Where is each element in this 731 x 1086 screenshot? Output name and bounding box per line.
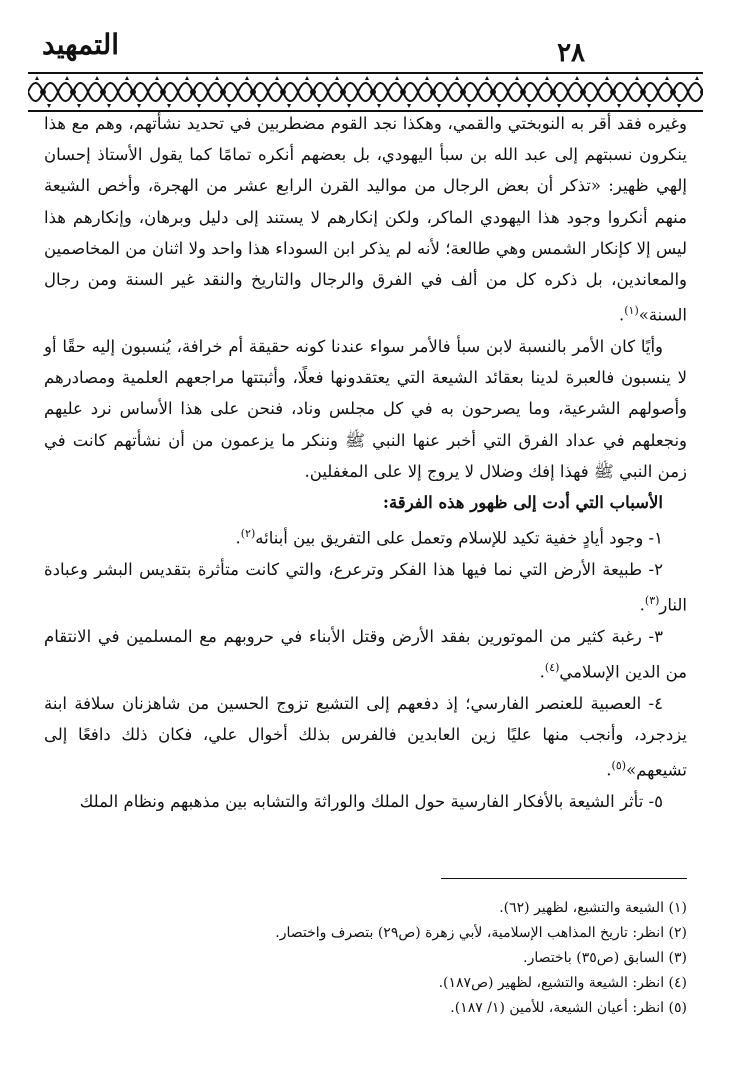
footnote-ref: (٢)	[240, 527, 256, 541]
footnote: (٤) انظر: الشيعة والتشيع، لظهير (ص١٨٧).	[438, 975, 687, 991]
footnote-divider	[441, 878, 687, 879]
text-line: نشأتهم كانت في زمن النبي ﷺ فهذا إفك وضلال لا يروج إلا على المغفلين.	[44, 430, 687, 481]
text-line: وغيره فقد أقر به النوبختي والقمي، وهكذا نجد القوم مضطربين في تحديد نشأتهم، وهم مع	[71, 114, 687, 133]
section-subheading: الأسباب التي أدت إلى ظهور هذه الفرقة:	[382, 492, 663, 512]
footnote-ref: (٣)	[644, 594, 660, 608]
paragraph-1	[44, 108, 687, 331]
page-header	[28, 18, 703, 108]
text-line: نرد عليهم ونجعلهم في عداد الفرق التي أخبر عنها النبي ﷺ وننكر ما يزعمون من أن	[44, 399, 687, 450]
text-line: الشيعة منهم أنكروا وجود هذا اليهودي الماكر، ولكن إنكارهم لا يستند إلى دليل وبرهان،	[44, 176, 687, 227]
footnote-ref: (٥)	[611, 759, 627, 773]
page-number: ٢٨	[557, 38, 585, 68]
list-item: ٤- العصبية للعنصر الفارسي؛ إذ دفعهم إلى التشيع تزوج الحسين من شاهزنان سلافة ابنة يزدجرد، وأنجب منها عليًا زين العابدين فالفرس بذلك أخوال علي، فكان ذلك دافعًا إلى تشيعهم»$^{(٥)}$.	[44, 693, 687, 780]
text-line: وأيًا كان الأمر بالنسبة لابن سبأ فالأمر سواء عندنا كونه حقيقة أم خرافة، يُنسبون إليه	[91, 336, 664, 356]
footnote: (٢) انظر: تاريخ المذاهب الإسلامية، لأبي زهرة (ص٢٩) بتصرف واختصار.	[275, 925, 687, 941]
footnotes	[44, 896, 687, 1021]
text-line: اثنان من المخاصمين والمعاندين، بل ذكره كل من ألف في الفرق والرجال والتاريخ والنقد	[44, 238, 687, 290]
footnote: (٣) السابق (ص٣٥) باختصار.	[523, 950, 687, 966]
list-item: ٥- تأثر الشيعة بالأفكار الفارسية حول الملك والوراثة والتشابه بين مذهبهم ونظام الملك	[79, 791, 663, 811]
text-line: وإنكارهم هذا ليس إلا كإنكار الشمس وهي طالعة؛ لأنه لم يذكر ابن السوداء هذا واحد ولا	[44, 207, 688, 258]
footnote: (٥) انظر: أعيان الشيعة، للأمين (١/ ١٨٧).	[450, 1000, 687, 1016]
sentence-end: .	[618, 305, 625, 325]
footnote: (١) الشيعة والتشيع، لظهير (٦٢).	[499, 900, 687, 916]
text-line: إحسان إلهي ظهير: «تذكر أن بعض الرجال من مواليد القرن الرابع عشر من الهجرة، وأخص	[44, 145, 687, 196]
text-line: هذا ينكرون نسبتهم إلى عبد الله بن سبأ اليهودي، بل بعضهم أنكره تمامًا كما يقول الأستاذ	[44, 114, 687, 165]
footnote-ref: (١)	[624, 304, 639, 318]
text-line: حقًا أو لا ينسبون فالعبرة لدينا بعقائد الشيعة التي يعتقدونها فعلًا، وأثبتتها مراجعهم العلمية	[44, 336, 687, 388]
text-line: ومصادرهم وأصولهم الشرعية، وما يصرحون به في كل مجلس وناد، فنحن على هذا الأساس	[44, 368, 688, 419]
main-text	[44, 108, 687, 817]
list-item: ١- وجود أيادٍ خفية تكيد للإسلام وتعمل على التفريق بين أبنائه$^{(٢)}$.	[235, 527, 663, 548]
text-line: غير السنة ومن رجال السنة»	[44, 270, 687, 325]
list-item: ٣- رغبة كثير من الموتورين بفقد الأرض وقتل الأبناء في حروبهم مع المسلمين في الانتقام من الدين الإسلامي$^{(٤)}$.	[44, 626, 687, 682]
running-title: التمهيد	[42, 28, 119, 61]
paragraph-2	[44, 331, 687, 487]
list-item: ٢- طبيعة الأرض التي نما فيها هذا الفكر وترعرع، والتي كانت متأثرة بتقديس البشر وعبادة النار$^{(٣)}$.	[44, 559, 687, 615]
footnote-ref: (٤)	[544, 660, 560, 674]
